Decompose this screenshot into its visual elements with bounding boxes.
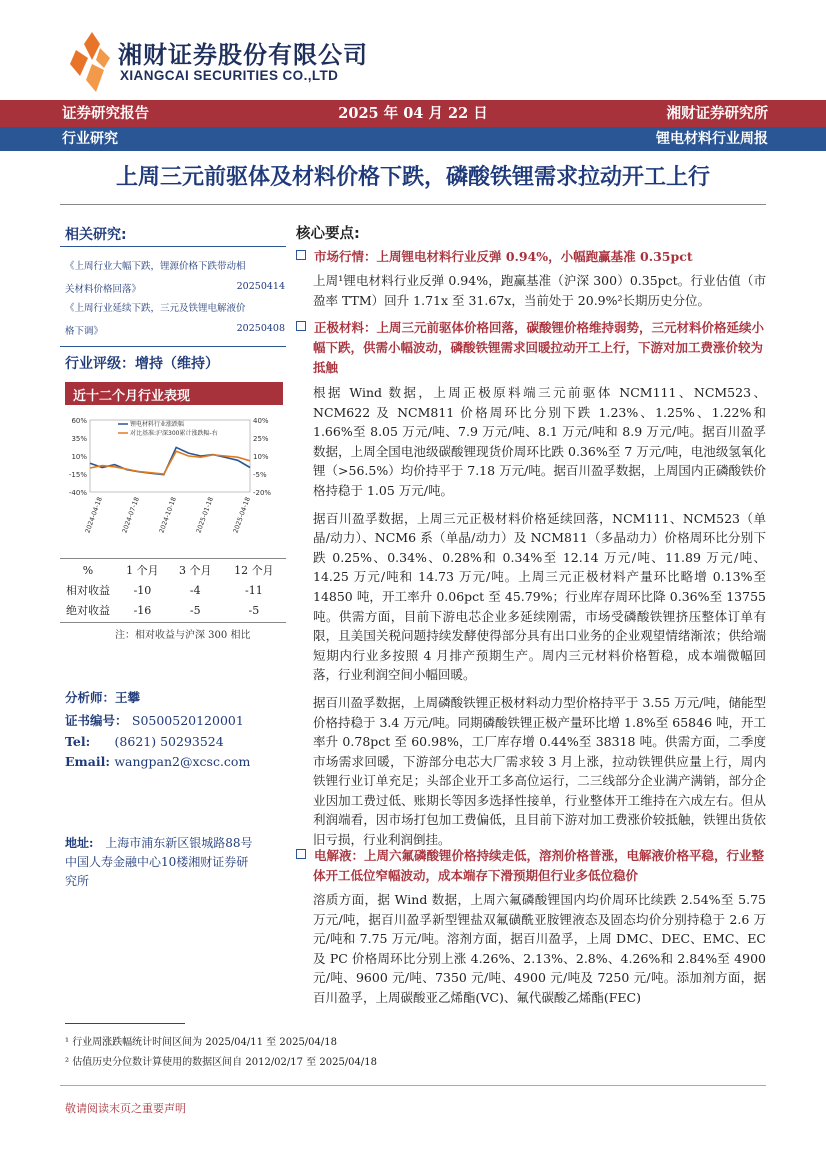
email-label: Email: xyxy=(65,754,110,769)
table-cell: -11 xyxy=(245,583,263,597)
y-left-tick-label: 35% xyxy=(71,435,87,443)
address-line: 上海市浦东新区银城路88号 xyxy=(105,836,253,850)
tel-label: Tel: xyxy=(65,734,91,749)
legend-label: 锂电材料行业涨跌幅 xyxy=(130,421,185,428)
email-value[interactable]: wangpan2@xcsc.com xyxy=(114,754,251,769)
performance-title-bar xyxy=(65,382,283,405)
header-bar-bottom xyxy=(0,127,826,151)
section-body: 溶质方面，据 Wind 数据，上周六氟磷酸锂国内均价周环比续跌 2.54%至 5.75 万元/吨，据百川盈孚新型锂盐双氟磺酰亚胺锂液态及固态均价分别持稳于 2.6 万元/吨和 7.75 万元/吨。溶剂方面，据百川盈孚，上周 DMC、DEC、EMC、EC 及 PC 价格周环比分别上涨 4.26%、2.13%、2.8%、4.26%和 2.84%至 4900 元/吨、9600 元/吨、7350 元/吨、4900 元/吨及 7250 元/吨。添加剂方面，据百川盈孚，上周碳酸亚乙烯酯(VC)、氟代碳酸乙烯酯(FEC) xyxy=(313,892,766,1005)
y-right-tick-label: -20% xyxy=(253,489,272,497)
table-header-cell: 3 个月 xyxy=(179,564,212,577)
report-type: 证券研究报告 xyxy=(62,105,149,122)
address xyxy=(65,834,285,891)
related-item[interactable] xyxy=(65,300,285,337)
certificate xyxy=(65,711,244,729)
related-item-line: 《上周行业大幅下跌，锂源价格下跌带动相 xyxy=(65,261,246,272)
checkbox-icon xyxy=(296,321,306,331)
y-right-tick-label: 40% xyxy=(253,417,269,425)
section-cathode xyxy=(296,318,766,850)
table-bottom-rule xyxy=(60,622,286,623)
table-row xyxy=(60,580,286,600)
section-heading-text: 正极材料：上周三元前驱体价格回落，碳酸锂价格维持弱势，三元材料价格延续小幅下跌，供需小幅波动，磷酸铁锂需求回暖拉动开工上行，下游对加工费涨价较为抵触 xyxy=(313,320,765,375)
table-top-rule xyxy=(60,558,286,559)
address-line: 究所 xyxy=(65,874,90,888)
company-logo xyxy=(70,30,110,94)
brand-name-cn: 湘财证券股份有限公司 xyxy=(118,41,368,69)
section-heading xyxy=(296,247,766,267)
x-tick-label: 2024-10-18 xyxy=(157,495,178,535)
related-item-date: 20250408 xyxy=(236,323,285,334)
disclaimer-note: 敬请阅读末页之重要声明 xyxy=(65,1102,186,1115)
tel-value: (8621) 50293524 xyxy=(114,734,224,749)
table-header-cell: 1 个月 xyxy=(126,564,159,577)
y-left-tick-label: -15% xyxy=(68,471,87,479)
y-right-tick-label: -5% xyxy=(253,471,267,479)
page-footer-rule xyxy=(60,1085,766,1086)
institute-name: 湘财证券研究所 xyxy=(666,105,768,122)
footnote: ² 估值历史分位数计算使用的数据区间自 2012/02/17 至 2025/04/18 xyxy=(65,1057,377,1068)
address-label: 地址: xyxy=(65,836,94,850)
x-tick-label: 2025-01-18 xyxy=(194,495,215,535)
legend-label: 对比基准:沪深300累计涨跌幅-右 xyxy=(130,430,218,437)
section-heading-text: 电解液：上周六氟磷酸锂价格持续走低，溶剂价格普涨，电解液价格平稳，行业整体开工低位窄幅波动，成本端存下滑预期但行业多低位稳价 xyxy=(313,848,765,883)
analyst xyxy=(65,688,140,706)
section-paragraph: 据百川盈孚数据，上周磷酸铁锂正极材料动力型价格持平于 3.55 万元/吨，储能型价格持稳于 3.4 万元/吨。同期磷酸铁锂正极产量环比增 1.8%至 65846 吨，开工率升 0.78pct 至 60.98%，工厂库存增 0.44%至 38318 吨。供需方面，二季度市场需求回暖，下游部分电芯大厂需求较 3 月上涨，拉动铁锂供应量上行，周内铁锂行业订单充足；头部企业开工多高位运行，二三线部分企业满产满销，部分企业因加工费过低、账期长等因多选择性接单，行业整体开工维持在六成左右。但从利润端看，因市场打包加工费偏低，且目前下游对加工费涨价较抵触，铁锂出货依旧亏损，行业利润倒挂。 xyxy=(313,694,766,848)
rating-divider xyxy=(60,346,286,347)
cert-label: 证书编号： xyxy=(65,713,128,728)
x-tick-label: 2024-04-18 xyxy=(83,495,104,535)
table-header-row xyxy=(60,560,286,580)
section-paragraph: 据百川盈孚数据，上周三元正极材料价格延续回落，NCM111、NCM523（单晶/动力）、NCM6 系（单晶/动力）及 NCM811（多晶动力）价格周环比分别下跌 0.25%、0.34%、0.28%和 0.34%至 12.14 万元/吨、11.89 万元/吨、14.25 万元/吨和 14.73 万元/吨。上周三元正极材料产量环比略增 0.13%至 14850 吨，开工率升 0.06pct 至 45.79%；行业库存周环比降 0.36%至 13755 吨。供需方面，目前下游电芯企业多延续刚需，市场受磷酸铁锂挤压整体订单有限，且美国关税问题持续发酵使得部分具有出口业务的企业观望情绪渐浓；供给端短期内行业多按照 4 月排产预期生产。周内三元材料价格暂稳，成本端微幅回落，行业利润空间小幅回暖。 xyxy=(313,510,766,683)
table-cell: -16 xyxy=(133,603,152,617)
x-tick-label: 2025-04-18 xyxy=(231,495,252,535)
related-item[interactable] xyxy=(65,258,285,295)
cert-value: S0500520120001 xyxy=(131,713,244,728)
related-research-title: 相关研究: xyxy=(65,227,127,243)
section-paragraph: 根据 Wind 数据，上周正极原料端三元前驱体 NCM111、NCM523、NCM622 及 NCM811 价格周环比分别下跌 1.23%、1.25%、1.22%和 1.66%至 8.05 万元/吨、7.9 万元/吨、8.1 万元/吨和 8.9 万元/吨。据百川盈孚数据，上周全国电池级碳酸锂现货价周环比跌 0.36%至 7 万元/吨，电池级氢氧化锂（>56.5%）均价持平于 7.18 万元/吨。据百川盈孚数据，上周国内正磷酸铁价格持稳于 1.05 万元/吨。 xyxy=(313,385,766,498)
table-row-label: 绝对收益 xyxy=(66,604,110,617)
y-left-tick-label: -40% xyxy=(68,489,87,497)
section-electrolyte xyxy=(296,846,766,1008)
report-date: 2025 年 04 月 22 日 xyxy=(338,105,488,122)
performance-table xyxy=(60,560,286,620)
related-item-line: 《上周行业延续下跌，三元及铁锂电解液价 xyxy=(65,303,246,314)
report-subcategory: 锂电材料行业周报 xyxy=(656,131,768,147)
table-cell: -5 xyxy=(248,603,260,617)
footnote-rule xyxy=(65,1023,185,1024)
table-cell: -5 xyxy=(189,603,201,617)
checkbox-icon xyxy=(296,849,306,859)
table-header-cell: % xyxy=(82,563,94,577)
telephone xyxy=(65,734,224,749)
industry-rating: 行业评级：增持（维持） xyxy=(65,356,219,372)
report-title: 上周三元前驱体及材料价格下跌，磷酸铁锂需求拉动开工上行 xyxy=(115,165,710,190)
y-right-tick-label: 10% xyxy=(253,453,269,461)
address-line: 中国人寿金融中心10楼湘财证券研 xyxy=(65,855,249,869)
email[interactable] xyxy=(65,754,250,769)
performance-chart-svg xyxy=(60,412,286,552)
performance-chart xyxy=(60,412,286,552)
analyst-name: 王攀 xyxy=(115,690,141,705)
report-category: 行业研究 xyxy=(62,131,118,147)
header-bar-top xyxy=(0,100,826,127)
related-item-date: 20250414 xyxy=(236,281,285,292)
table-cell: -4 xyxy=(189,583,201,597)
footnote: ¹ 行业周涨跌幅统计时间区间为 2025/04/11 至 2025/04/18 xyxy=(65,1037,337,1048)
table-row-label: 相对收益 xyxy=(66,584,110,597)
section-market xyxy=(296,247,766,310)
title-divider xyxy=(60,204,766,205)
section-heading-text: 市场行情：上周锂电材料行业反弹 0.94%，小幅跑赢基准 0.35pct xyxy=(314,249,693,264)
table-header-cell: 12 个月 xyxy=(234,564,274,577)
section-heading xyxy=(296,846,766,886)
section-body: 上周¹锂电材料行业反弹 0.94%，跑赢基准（沪深 300）0.35pct。行业估值（市盈率 TTM）回升 1.71x 至 31.67x，当前处于 20.9%²长期历史分位。 xyxy=(313,273,766,308)
checkbox-icon xyxy=(296,250,306,260)
related-divider xyxy=(60,246,286,247)
table-cell: -10 xyxy=(133,583,152,597)
analyst-label: 分析师： xyxy=(65,690,116,705)
core-points-title: 核心要点: xyxy=(296,226,360,242)
series-line xyxy=(90,451,250,474)
y-left-tick-label: 10% xyxy=(71,453,87,461)
table-row xyxy=(60,600,286,620)
related-item-line: 格下调》 xyxy=(65,326,104,337)
x-tick-label: 2024-07-18 xyxy=(120,495,141,535)
related-item-line: 关材料价格回落》 xyxy=(65,284,142,295)
brand-name-en: XIANGCAI SECURITIES CO.,LTD xyxy=(120,68,339,83)
performance-title: 近十二个月行业表现 xyxy=(73,389,191,404)
y-left-tick-label: 60% xyxy=(71,417,87,425)
y-right-tick-label: 25% xyxy=(253,435,269,443)
table-note: 注：相对收益与沪深 300 相比 xyxy=(115,630,251,641)
section-heading xyxy=(296,318,766,378)
